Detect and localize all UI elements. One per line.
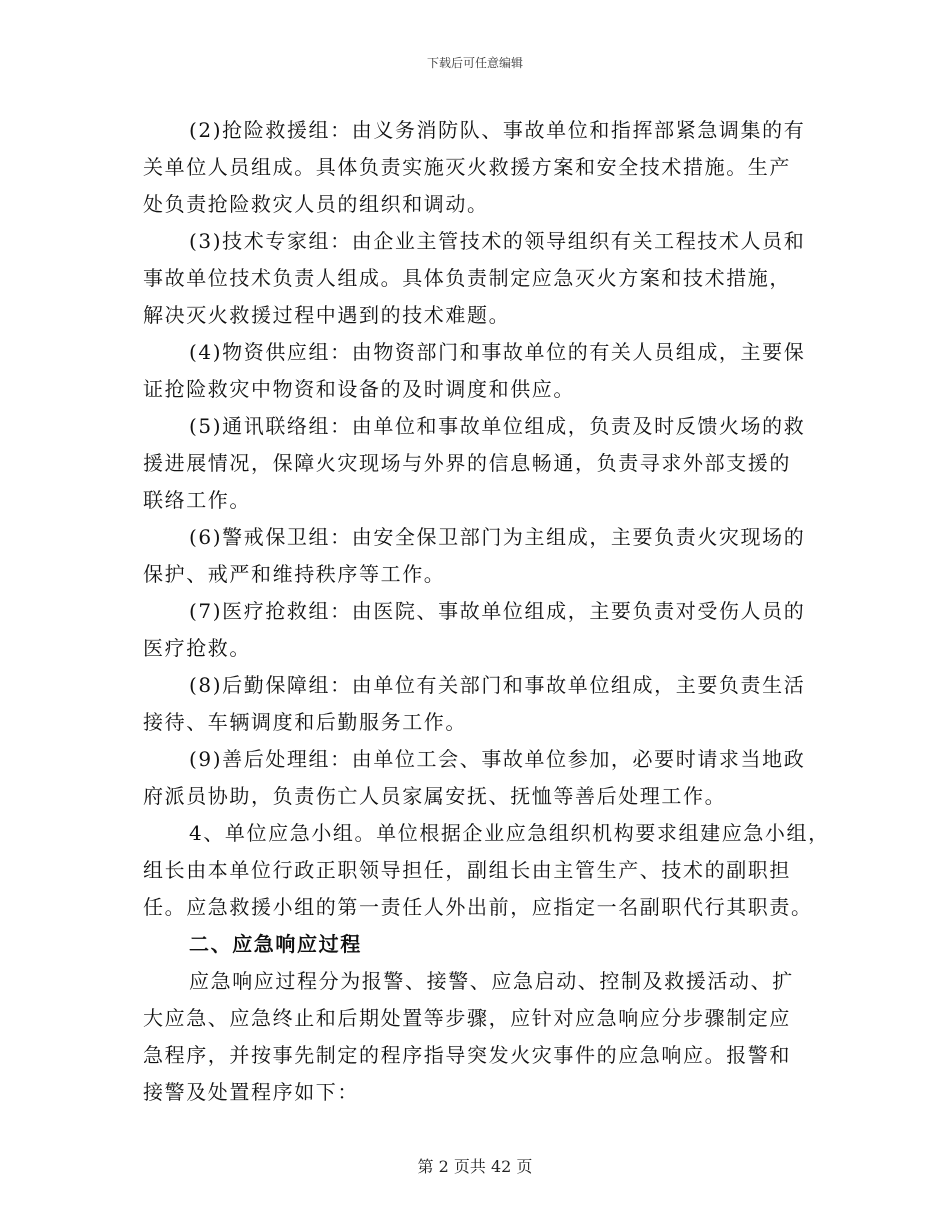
paragraph (143, 223, 813, 334)
paragraph (143, 112, 813, 223)
text-line: (8)后勤保障组：由单位有关部门和事故单位组成，主要负责生活 (189, 673, 806, 697)
text-line: (9)善后处理组：由单位工会、事故单位参加，必要时请求当地政 (189, 747, 806, 771)
text-line: 急程序，并按事先制定的程序指导突发火灾事件的应急响应。报警和 (143, 1043, 791, 1067)
text-line: 关单位人员组成。具体负责实施灭火救援方案和安全技术措施。生产 (143, 155, 791, 179)
text-line: 联络工作。 (143, 488, 251, 512)
paragraph (143, 519, 813, 593)
text-line: (2)抢险救援组：由义务消防队、事故单位和指挥部紧急调集的有 (189, 118, 806, 142)
paragraph (143, 667, 813, 741)
paragraph (143, 815, 830, 926)
page-number: 第 2 页共 42 页 (417, 1157, 533, 1176)
text-line: 二、应急响应过程 (189, 932, 362, 956)
text-line: 医疗抢救。 (143, 636, 251, 660)
text-line: (3)技术专家组：由企业主管技术的领导组织有关工程技术人员和 (189, 229, 806, 253)
text-line: (4)物资供应组：由物资部门和事故单位的有关人员组成，主要保 (189, 340, 806, 364)
text-line: 4、单位应急小组。单位根据企业应急组织机构要求组建应急小组， (189, 821, 830, 845)
text-line: (7)医疗抢救组：由医院、事故单位组成，主要负责对受伤人员的 (189, 599, 806, 623)
text-line: 接警及处置程序如下： (143, 1080, 359, 1104)
document-body (143, 112, 830, 1111)
text-line: (5)通讯联络组：由单位和事故单位组成，负责及时反馈火场的救 (189, 414, 806, 438)
text-line: (6)警戒保卫组：由安全保卫部门为主组成，主要负责火灾现场的 (189, 525, 806, 549)
text-line: 解决灭火救援过程中遇到的技术难题。 (143, 303, 511, 327)
text-line: 任。应急救援小组的第一责任人外出前，应指定一名副职代行其职责。 (143, 895, 813, 919)
page-header: 下载后可任意编辑 (426, 56, 523, 70)
section-heading (143, 926, 813, 963)
text-line: 接待、车辆调度和后勤服务工作。 (143, 710, 467, 734)
paragraph (143, 963, 813, 1111)
paragraph (143, 334, 813, 408)
text-line: 处负责抢险救灾人员的组织和调动。 (143, 192, 489, 216)
text-line: 大应急、应急终止和后期处置等步骤，应针对应急响应分步骤制定应 (143, 1006, 791, 1030)
text-line: 应急响应过程分为报警、接警、应急启动、控制及救援活动、扩 (189, 969, 794, 993)
paragraph (143, 593, 813, 667)
text-line: 府派员协助，负责伤亡人员家属安抚、抚恤等善后处理工作。 (143, 784, 727, 808)
text-line: 援进展情况，保障火灾现场与外界的信息畅通，负责寻求外部支援的 (143, 451, 791, 475)
text-line: 保护、戒严和维持秩序等工作。 (143, 562, 446, 586)
text-line: 事故单位技术负责人组成。具体负责制定应急灭火方案和技术措施， (143, 266, 791, 290)
paragraph (143, 408, 813, 519)
paragraph (143, 741, 813, 815)
text-line: 证抢险救灾中物资和设备的及时调度和供应。 (143, 377, 575, 401)
text-line: 组长由本单位行政正职领导担任，副组长由主管生产、技术的副职担 (143, 858, 791, 882)
